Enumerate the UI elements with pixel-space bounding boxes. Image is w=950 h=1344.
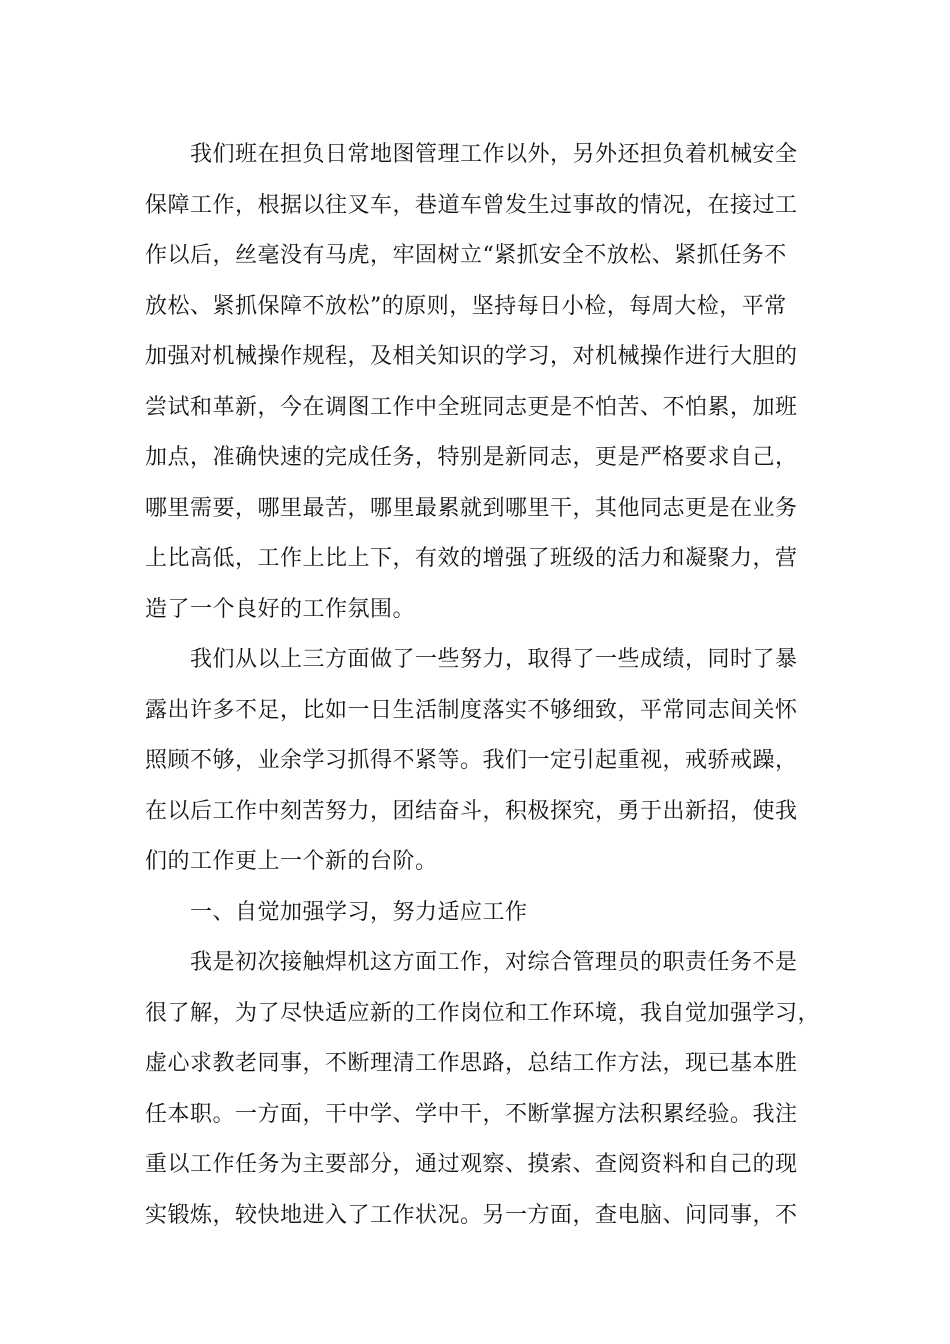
text-line: 作以后，丝毫没有马虎，牢固树立“紧抓安全不放松、紧抓任务不 [145, 243, 787, 268]
document-body [145, 130, 821, 1241]
text-line: 我是初次接触焊机这方面工作，对综合管理员的职责任务不是 [190, 950, 798, 975]
text-line: 重以工作任务为主要部分，通过观察、摸索、查阅资料和自己的现 [145, 1152, 798, 1177]
text-line: 我们班在担负日常地图管理工作以外，另外还担负着机械安全 [190, 142, 798, 167]
text-line: 任本职。一方面，干中学、学中干，不断掌握方法积累经验。我注 [145, 1101, 798, 1127]
text-line: 照顾不够，业余学习抓得不紧等。我们一定引起重视，戒骄戒躁， [145, 748, 798, 773]
text-line: 上比高低，工作上比上下，有效的增强了班级的活力和凝聚力，营 [145, 546, 798, 571]
text-line: 很了解，为了尽快适应新的工作岗位和工作环境，我自觉加强学习， [145, 1000, 821, 1026]
text-line: 们的工作更上一个新的台阶。 [145, 849, 438, 874]
text-line: 哪里需要，哪里最苦，哪里最累就到哪里干，其他同志更是在业务 [145, 495, 798, 521]
text-line: 尝试和革新，今在调图工作中全班同志更是不怕苦、不怕累，加班 [145, 394, 798, 420]
text-line: 造了一个良好的工作氛围。 [145, 596, 416, 622]
text-line: 加点，准确快速的完成任务，特别是新同志，更是严格要求自己， [145, 445, 798, 470]
text-line: 放松、紧抓保障不放松”的原则，坚持每日小检，每周大检，平常 [145, 293, 787, 319]
text-line: 我们从以上三方面做了一些努力，取得了一些成绩，同时了暴 [190, 647, 798, 672]
text-line: 露出许多不足，比如一日生活制度落实不够细致，平常同志间关怀 [145, 697, 798, 723]
section-heading: 一、自觉加强学习，努力适应工作 [190, 899, 528, 925]
text-line: 虚心求教老同事，不断理清工作思路，总结工作方法，现已基本胜 [145, 1051, 798, 1076]
text-line: 实锻炼，较快地进入了工作状况。另一方面，查电脑、问同事，不 [145, 1202, 798, 1228]
text-line: 保障工作，根据以往叉车，巷道车曾发生过事故的情况，在接过工 [145, 192, 798, 218]
text-line: 加强对机械操作规程，及相关知识的学习，对机械操作进行大胆的 [145, 344, 798, 369]
text-line: 在以后工作中刻苦努力，团结奋斗，积极探究，勇于出新招，使我 [145, 798, 798, 824]
